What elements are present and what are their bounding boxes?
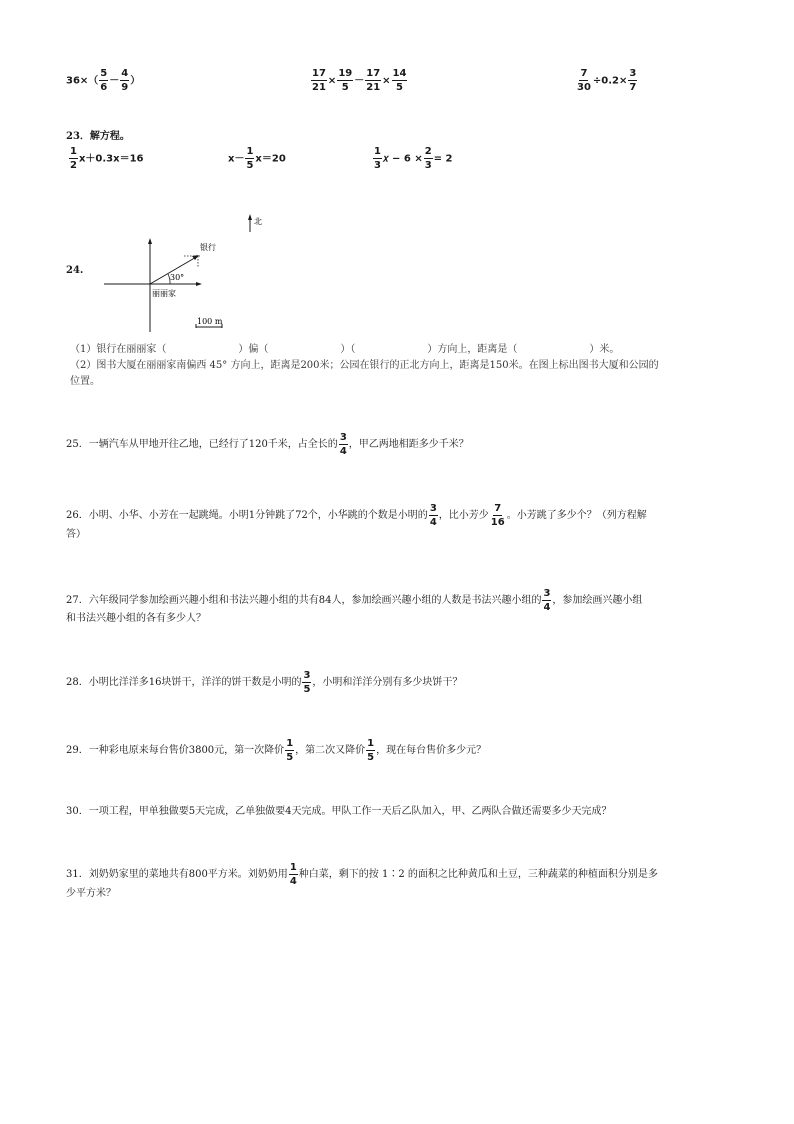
calc-expression-3: $\frac{7}{30}$ ÷0.2× $\frac{3}{7}$ [577, 68, 637, 93]
q23-equation-3: $\frac{1}{3}$ 𝑥 − 6 × $\frac{2}{3}$ = 2 [374, 146, 453, 171]
calc-expression-1: 36×（ $\frac{5}{6}$ － $\frac{4}{9}$ ） [66, 68, 141, 93]
north-label: 北 [254, 217, 262, 226]
q30: 30．一项工程，甲单独做要5天完成，乙单独做要4天完成。甲队工作一天后乙队加入，甲、乙两队合做还需要多少天完成？ [66, 806, 612, 817]
q23-title: 23．解方程。 [66, 131, 130, 142]
q29: 29．一种彩电原来每台售价3800元，第一次降价 $\frac{1}{5}$ ，第二次又降价 $\frac{1}{5}$ ，现在每台售价多少元？ [66, 738, 487, 763]
q24-part1: （1）银行在丽丽家（ ）偏（ ）（ ）方向上，距离是（ ）米。 [70, 344, 620, 355]
q26-line1: 26．小明、小华、小芳在一起跳绳。小明1分钟跳了72个，小华跳的个数是小明的 $\frac{3}{4}$ ，比小芳少 $\frac{7}{16}$ 。小芳跳了多少个？（列方程解 [66, 503, 647, 528]
fraction: $\frac{3}{4}$ [339, 432, 347, 457]
q24-part2-line2: 位置。 [70, 376, 100, 387]
q23-equation-1: $\frac{1}{2}$ x＋0.3x＝16 [70, 146, 144, 171]
vertical-axis-arrowhead [148, 238, 152, 244]
q27-line1: 27．六年级同学参加绘画兴趣小组和书法兴趣小组的共有84人，参加绘画兴趣小组的人数是书法兴趣小组的 $\frac{3}{4}$ ，参加绘画兴趣小组 [66, 588, 643, 613]
scale-label: 100 m [197, 317, 223, 326]
fraction: $\frac{1}{5}$ [246, 146, 254, 171]
q25: 25．一辆汽车从甲地开往乙地，已经行了120千米，占全长的 $\frac{3}{4}$ ，甲乙两地相距多少千米？ [66, 432, 469, 457]
q26-line2: 答） [66, 529, 86, 540]
home-label: 丽丽家 [152, 289, 176, 298]
fraction: $\frac{14}{5}$ [392, 68, 407, 93]
fraction: $\frac{3}{5}$ [303, 670, 311, 695]
fraction: $\frac{4}{9}$ [121, 68, 129, 93]
q24-direction-diagram [98, 210, 278, 338]
fraction: $\frac{17}{21}$ [312, 68, 326, 93]
fraction: $\frac{3}{7}$ [629, 68, 637, 93]
angle-label: 30° [170, 273, 185, 282]
q27-line2: 和书法兴趣小组的各有多少人？ [66, 613, 206, 624]
q23-equation-2: x－ $\frac{1}{5}$ x＝20 [228, 146, 286, 171]
fraction: $\frac{3}{4}$ [429, 503, 437, 528]
q31-line1: 31．刘奶奶家里的菜地共有800平方米。刘奶奶用 $\frac{1}{4}$ 种白菜，剩下的按 1∶2 的面积之比种黄瓜和土豆，三种蔬菜的种植面积分别是多 [66, 862, 658, 887]
fraction: $\frac{17}{21}$ [366, 68, 381, 93]
expr1-prefix: 36×（ [66, 75, 99, 87]
fraction: $\frac{1}{5}$ [286, 738, 294, 763]
fraction: $\frac{1}{3}$ [374, 146, 381, 171]
fraction: $\frac{7}{16}$ [490, 503, 505, 528]
q24-number: 24. [66, 265, 84, 276]
fraction: $\frac{1}{2}$ [70, 146, 77, 171]
fraction: $\frac{1}{4}$ [289, 862, 297, 887]
fraction: $\frac{2}{3}$ [424, 146, 432, 171]
north-arrowhead [248, 214, 252, 220]
bank-label: 银行 [200, 243, 216, 252]
calc-expression-2: $\frac{17}{21}$ × $\frac{19}{5}$ － $\frac{17}{21}$ × $\frac{14}{5}$ [312, 68, 407, 93]
horizontal-axis-arrowhead [196, 282, 202, 286]
fraction: $\frac{1}{5}$ [367, 738, 375, 763]
fraction: $\frac{7}{30}$ [577, 68, 591, 93]
q24-part2-line1: （2）图书大厦在丽丽家南偏西 45° 方向上，距离是200米；公园在银行的正北方向上，距离是150米。在图上标出图书大厦和公园的 [70, 360, 659, 371]
fraction: $\frac{19}{5}$ [338, 68, 353, 93]
fraction: $\frac{3}{4}$ [543, 588, 551, 613]
q31-line2: 少平方米？ [66, 888, 116, 899]
fraction: $\frac{5}{6}$ [100, 68, 108, 93]
q28: 28．小明比洋洋多16块饼干，洋洋的饼干数是小明的 $\frac{3}{5}$ ，小明和洋洋分别有多少块饼干？ [66, 670, 463, 695]
